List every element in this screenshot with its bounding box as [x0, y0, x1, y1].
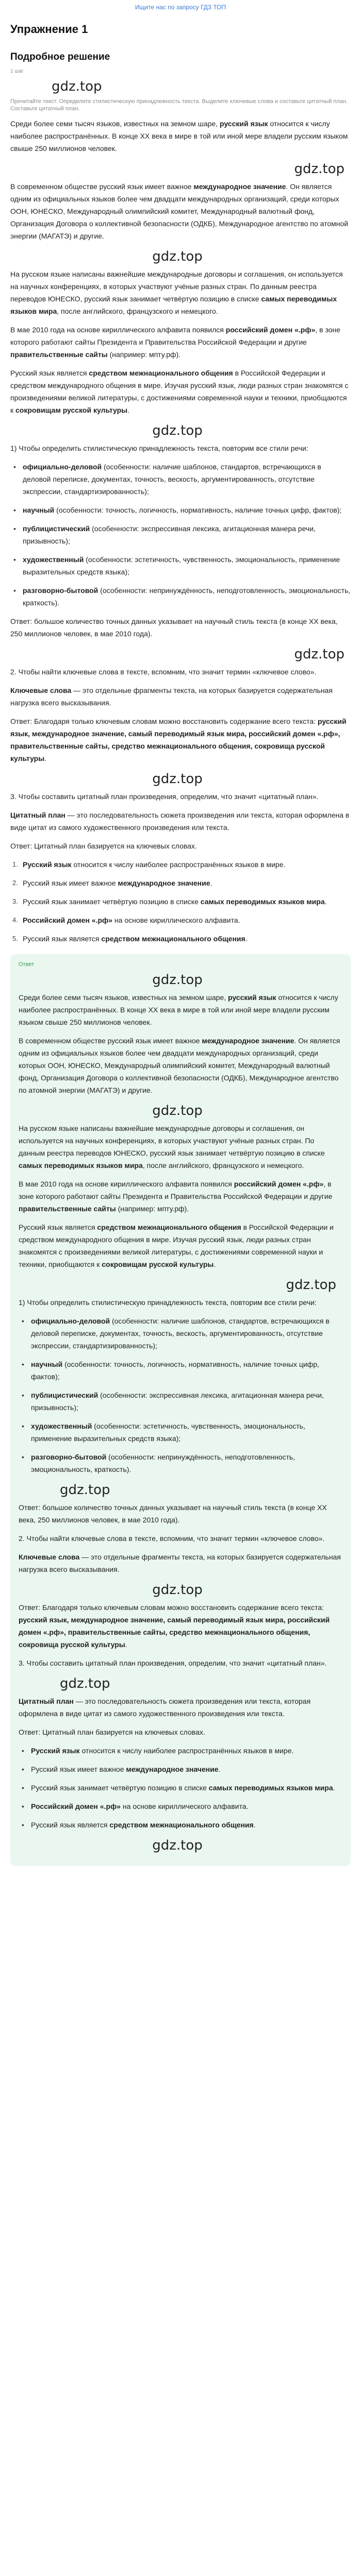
question-3: 3. Чтобы составить цитатный план произведения, определим, что значит «цитатный план».	[10, 792, 319, 801]
list-item: • Русский язык является средством межнационального общения.	[19, 1819, 342, 1831]
list-item: • публицистический (особенности: экспрессивная лексика, агитационная манера речи, призывность);	[10, 522, 351, 547]
definition: Ключевые слова — это отдельные фрагменты текста, на которых базируется содержательная нагрузка всего высказывания.	[19, 1553, 341, 1573]
solution-section	[10, 117, 351, 945]
list-item: • художественный (особенности: эстетичность, чувственность, эмоциональность, применение выразительных средств языка);	[10, 553, 351, 578]
question-2: 2. Чтобы найти ключевые слова в тексте, вспомним, что значит термин «ключевое слово».	[19, 1534, 325, 1543]
question-2: 2. Чтобы найти ключевые слова в тексте, вспомним, что значит термин «ключевое слово».	[10, 668, 317, 676]
list-item: 1. Русский язык относится к числу наиболее распространённых языков в мире.	[12, 860, 286, 869]
text-paragraph: На русском языке написаны важнейшие международные договоры и соглашения, он используется на научных конференциях, в которых участвуют учёные разных стран. По данным реестра переводов ЮНЕСКО, русский язык занимает четвёртую позицию в списке самых переводимых языков мира, после английского, французского и немецкого.	[19, 1124, 325, 1170]
list-item: • разговорно-бытовой (особенности: непринуждённость, неподготовленность, эмоциональность, краткость).	[19, 1451, 342, 1476]
quote-plan	[10, 858, 351, 945]
solution-heading: Подробное решение	[10, 52, 110, 62]
list-item: • официально-деловой (особенности: наличие шаблонов, стандартов, встречающихся в деловой переписке, документах, точность, вескость, аргументированность, отсутствие экспрессии, стандартизированность);	[19, 1315, 342, 1352]
definition: Ключевые слова — это отдельные фрагменты текста, на которых базируется содержательная нагрузка всего высказывания.	[10, 686, 333, 707]
list-item: • научный (особенности: точность, логичность, нормативность, наличие точных цифр, фактов);	[19, 1358, 342, 1383]
answer-2: Ответ: Благодаря только ключевым словам можно восстановить содержание всего текста: русский язык, международное значение, самый переводимый язык мира, российский домен «.рф», правительственные сайты, средство межнационального общения, сокровища русской культуры.	[19, 1603, 330, 1649]
list-item: • публицистический (особенности: экспрессивная лексика, агитационная манера речи, призывность);	[19, 1389, 342, 1414]
question-1: 1) Чтобы определить стилистическую принадлежность текста, повторим все стили речи:	[19, 1298, 317, 1307]
text-paragraph: Русский язык является средством межнационального общения в Российской Федерации и средством международного общения в мире. Изучая русский язык, люди разных стран знакомятся с произведениями великой литературы, с достижениями современной науки и техники, приобщаются к сокровищам русской культуры.	[10, 369, 349, 414]
list-item: 2. Русский язык имеет важное международное значение.	[12, 879, 212, 887]
list-item: • Русский язык имеет важное международное значение.	[19, 1763, 342, 1775]
list-item: • Русский язык занимает четвёртую позицию в списке самых переводимых языков мира.	[19, 1782, 342, 1794]
list-item: 3. Русский язык занимает четвёртую позицию в списке самых переводимых языков мира.	[12, 897, 327, 906]
definition: Цитатный план — это последовательность сюжета произведения или текста, которая оформлена в виде цитат из самого художественного произведения или текста.	[10, 811, 350, 832]
list-item: • разговорно-бытовой (особенности: непринуждённость, неподготовленность, эмоциональность, краткость).	[10, 584, 351, 609]
text-paragraph: На русском языке написаны важнейшие международные договоры и соглашения, он используется на научных конференциях, в которых участвуют учёные разных стран. По данным реестра переводов ЮНЕСКО, русский язык занимает четвёртую позицию в списке самых переводимых языков мира, после английского, французского и немецкого.	[10, 270, 343, 315]
styles-list	[10, 461, 351, 609]
watermark: gdz.top	[294, 647, 344, 662]
page-title: Упражнение 1	[10, 23, 88, 36]
text-paragraph: В современном обществе русский язык имеет важное международное значение. Он является одним из официальных языков более чем двадцати международных организаций, среди которых ООН, ЮНЕСКО, Международный олимпийский комитет, Международный валютный фонд, Организация Договора о коллективной безопасности (ОДКБ), Международное агентство по атомной энергии (МАГАТЭ) и другие.	[10, 182, 349, 240]
text-paragraph: Русский язык является средством межнационального общения в Российской Федерации и средством международного общения в мире. Изучая русский язык, люди разных стран знакомятся с произведениями великой литературы, с достижениями современной науки и техники, приобщаются к сокровищам русской культуры.	[19, 1223, 334, 1268]
answer-2: Ответ: Благодаря только ключевым словам можно восстановить содержание всего текста: русский язык, международное значение, самый переводимый язык мира, российский домен «.рф», правительственные сайты, средство межнационального общения, сокровища русской культуры.	[10, 717, 347, 762]
watermark: gdz.top	[152, 771, 203, 787]
step-hint: Прочитайте текст. Определите стилистическую принадлежность текста. Выделите ключевые слова и составьте цитатный план. Составьте цитатный план.	[10, 98, 348, 112]
watermark: gdz.top	[60, 1482, 110, 1498]
watermark: gdz.top	[152, 1838, 203, 1853]
text-paragraph: Среди более семи тысяч языков, известных на земном шаре, русский язык относится к числу наиболее распространённых. В конце XX века в мире в той или иной мере владели русским языком свыше 250 миллионов человек.	[10, 120, 348, 152]
step-label: 1 шаг	[10, 69, 24, 74]
answer-box	[10, 954, 351, 1866]
list-item: • научный (особенности: точность, логичность, нормативность, наличие точных цифр, фактов);	[10, 504, 351, 516]
list-item: 4. Российский домен «.рф» на основе кириллического алфавита.	[12, 916, 240, 924]
list-item: • официально-деловой (особенности: наличие шаблонов, стандартов, встречающихся в деловой переписке, документах, точность, вескость, аргументированность, отсутствие экспрессии, стандартизированность);	[10, 461, 351, 498]
list-item: • Русский язык относится к числу наиболее распространённых языков в мире.	[19, 1744, 342, 1757]
watermark: gdz.top	[152, 1582, 203, 1598]
quote-plan	[19, 1744, 342, 1831]
answer-1: Ответ: большое количество точных данных указывает на научный стиль текста (в конце XX века, 250 миллионов человек, в мае 2010 года).	[19, 1503, 327, 1524]
text-paragraph: В мае 2010 года на основе кириллического алфавита появился российский домен «.рф», в зоне которого работают сайты Президента и Правительства Российской Федерации и другие правительственные сайты (например: мпту.рф).	[19, 1180, 333, 1213]
answer-1: Ответ: большое количество точных данных указывает на научный стиль текста (в конце XX века, 250 миллионов человек, в мае 2010 года).	[10, 617, 338, 638]
answer-label: Ответ	[19, 961, 35, 968]
watermark: gdz.top	[294, 161, 344, 177]
text-paragraph: В современном обществе русский язык имеет важное международное значение. Он является одним из официальных языков более чем двадцати международных организаций, среди которых ООН, ЮНЕСКО, Международный олимпийский комитет, Международный валютный фонд, Организация Договора о коллективной безопасности (ОДКБ), Международное агентство по атомной энергии (МАГАТЭ) и другие.	[19, 1037, 340, 1094]
question-3: 3. Чтобы составить цитатный план произведения, определим, что значит «цитатный план».	[19, 1659, 327, 1667]
list-item: 5. Русский язык является средством межнационального общения.	[12, 935, 248, 943]
watermark: gdz.top	[152, 423, 203, 438]
content	[0, 22, 361, 1866]
watermark: gdz.top	[60, 1676, 110, 1691]
watermark: gdz.top	[286, 1277, 336, 1293]
text-paragraph: В мае 2010 года на основе кириллического алфавита появился российский домен «.рф», в зоне которого работают сайты Президента и Правительства Российской Федерации и другие правительственные сайты (например: мпту.рф).	[10, 326, 341, 359]
text-paragraph: Среди более семи тысяч языков, известных на земном шаре, русский язык относится к числу наиболее распространённых. В конце XX века в мире в той или иной мере владели русским языком свыше 250 миллионов человек.	[19, 993, 338, 1026]
answer-3: Ответ: Цитатный план базируется на ключевых словах.	[19, 1728, 205, 1736]
styles-list	[19, 1315, 342, 1476]
list-item: • художественный (особенности: эстетичность, чувственность, эмоциональность, применение выразительных средств языка);	[19, 1420, 342, 1445]
watermark: gdz.top	[152, 972, 203, 988]
list-item: • Российский домен «.рф» на основе кириллического алфавита.	[19, 1800, 342, 1812]
question-1: 1) Чтобы определить стилистическую принадлежность текста, повторим все стили речи:	[10, 444, 308, 452]
watermark: gdz.top	[152, 249, 203, 264]
top-banner[interactable]: Ищите нас по запросу ГДЗ ТОП	[135, 4, 226, 11]
answer-3: Ответ: Цитатный план базируется на ключевых словах.	[10, 842, 197, 850]
watermark: gdz.top	[52, 79, 102, 94]
watermark: gdz.top	[152, 1103, 203, 1118]
definition: Цитатный план — это последовательность сюжета произведения или текста, которая оформлена в виде цитат из самого художественного произведения или текста.	[19, 1697, 311, 1718]
